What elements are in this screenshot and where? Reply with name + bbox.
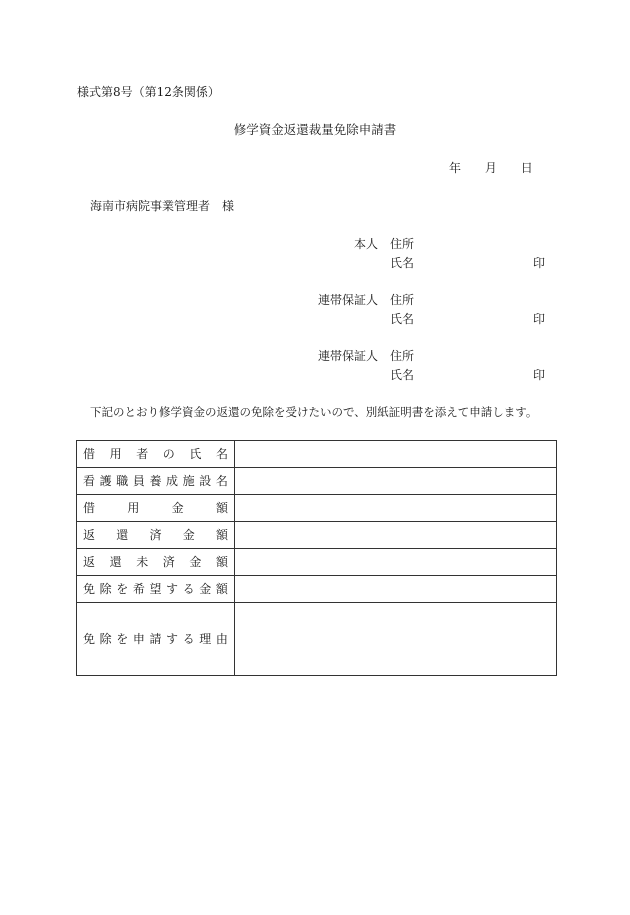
date-line xyxy=(449,161,533,175)
field-unpaid-amount[interactable] xyxy=(235,549,557,576)
field-loan-amount[interactable] xyxy=(235,495,557,522)
table-row xyxy=(77,468,557,495)
application-details-table xyxy=(76,440,557,676)
justified-label xyxy=(83,447,228,461)
row-label-text: 返 還 未 済 金 額 xyxy=(83,555,228,569)
row-label-repaid-amount xyxy=(77,522,235,549)
party-name-label: 氏名 xyxy=(390,312,415,326)
date-day-label: 日 xyxy=(520,161,533,175)
table-row xyxy=(77,441,557,468)
justified-label xyxy=(83,632,228,646)
field-repaid-amount[interactable] xyxy=(235,522,557,549)
field-borrower-name[interactable] xyxy=(235,441,557,468)
row-label-borrower-name xyxy=(77,441,235,468)
document-title: 修学資金返還裁量免除申請書 xyxy=(233,122,397,137)
seal-mark: 印 xyxy=(533,312,546,326)
date-month-label: 月 xyxy=(484,161,497,175)
party-role-applicant: 本人 xyxy=(353,237,378,251)
justified-label xyxy=(83,474,228,488)
justified-label xyxy=(83,501,228,515)
row-label-nursing-school xyxy=(77,468,235,495)
party-name-label: 氏名 xyxy=(390,256,415,270)
row-label-text: 免 除 を 申 請 す る 理 由 xyxy=(83,632,228,646)
addressee: 海南市病院事業管理者 様 xyxy=(90,199,235,213)
table-row xyxy=(77,549,557,576)
justified-label xyxy=(83,528,228,542)
row-label-text: 免 除 を 希 望 す る 金 額 xyxy=(83,582,228,596)
date-year-label: 年 xyxy=(449,161,462,175)
party-name-label: 氏名 xyxy=(390,368,415,382)
row-label-exemption-amount xyxy=(77,576,235,603)
field-nursing-school[interactable] xyxy=(235,468,557,495)
row-label-exemption-reason xyxy=(77,603,235,676)
row-label-text: 返 還 済 金 額 xyxy=(83,528,228,542)
table-row xyxy=(77,576,557,603)
party-address-label: 住所 xyxy=(390,293,415,307)
field-exemption-reason[interactable] xyxy=(235,603,557,676)
seal-mark: 印 xyxy=(533,368,546,382)
row-label-text: 借 用 者 の 氏 名 xyxy=(83,447,228,461)
row-label-loan-amount xyxy=(77,495,235,522)
form-number: 様式第8号（第12条関係） xyxy=(77,85,220,99)
table-row xyxy=(77,603,557,676)
party-role-guarantor-1: 連帯保証人 xyxy=(317,293,378,307)
justified-label xyxy=(83,582,228,596)
party-role-guarantor-2: 連帯保証人 xyxy=(317,349,378,363)
justified-label xyxy=(83,555,228,569)
table-row xyxy=(77,495,557,522)
field-exemption-amount[interactable] xyxy=(235,576,557,603)
application-statement: 下記のとおり修学資金の返還の免除を受けたいので、別紙証明書を添えて申請します。 xyxy=(90,405,538,419)
row-label-text: 借 用 金 額 xyxy=(83,501,228,515)
row-label-text: 看 護 職 員 養 成 施 設 名 xyxy=(83,474,228,488)
seal-mark: 印 xyxy=(533,256,546,270)
party-address-label: 住所 xyxy=(390,237,415,251)
table-row xyxy=(77,522,557,549)
row-label-unpaid-amount xyxy=(77,549,235,576)
party-address-label: 住所 xyxy=(390,349,415,363)
